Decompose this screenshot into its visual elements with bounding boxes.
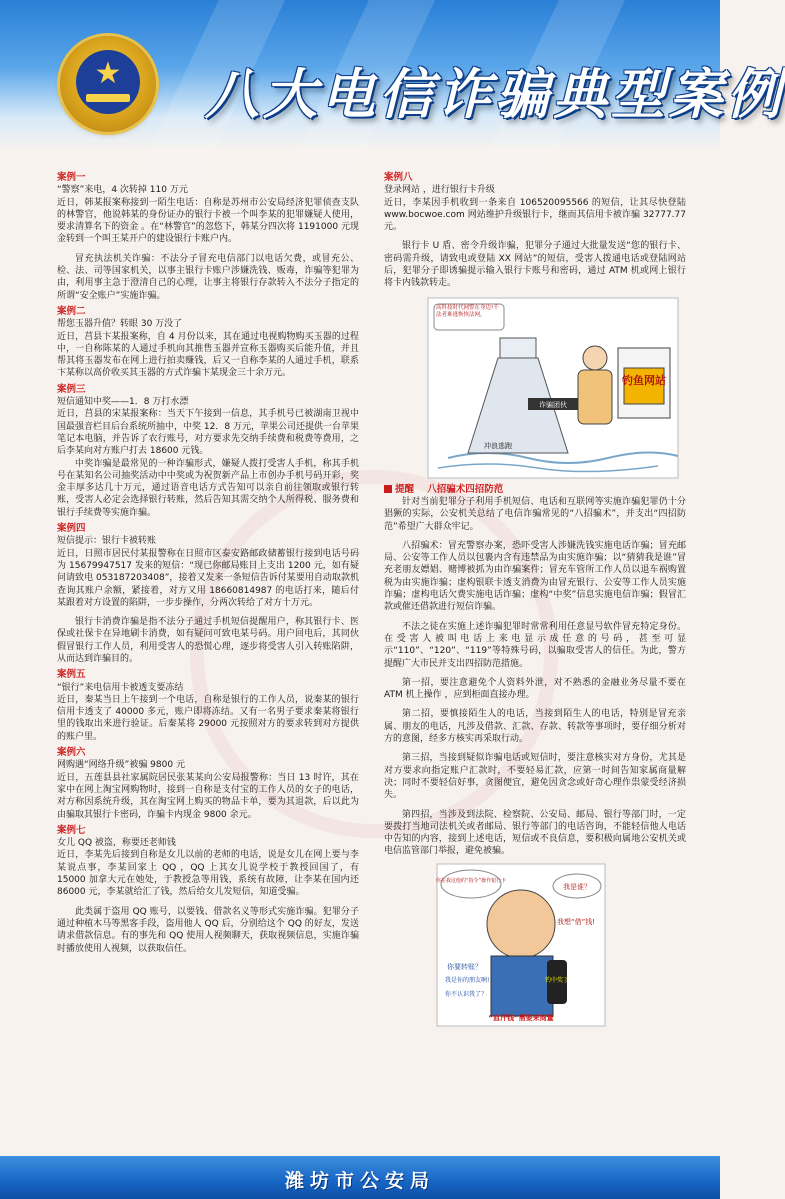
case-text: 中奖诈骗是最常见的一种诈骗形式，嫌疑人拨打受害人手机，称其手机号在某知名公司抽奖活动中中奖或为祝贺新产品上市创办手机号码开彩，奖金丰厚多达几十万元，通过语音电话方式告知可以亲自前往领取或银行转账，受害人必定会选择银行转账，然后告知其需交纳个人所得税、服务费和银行手续费等实施诈骗。	[57, 458, 359, 518]
case-headline: “银行”来电信用卡被透支要冻结	[57, 682, 184, 693]
sign-phishing-site: 钓鱼网站	[622, 373, 666, 387]
scam-bubble: “血汗钱”需要来商量	[488, 1013, 554, 1022]
case-label: 案例六	[57, 747, 86, 759]
case-headline: 帮您玉器升值？转眼 30 万没了	[57, 319, 183, 330]
scam-bubble: 我是谁？	[563, 882, 591, 891]
speech-bubble: 高科技时代网警在身边!不法者难逃恢恢法网。	[436, 304, 499, 318]
phone-label: 钓中奖了	[544, 976, 570, 984]
page-title: 八大电信诈骗典型案例	[205, 63, 785, 126]
scam-bubble: 你要转账？	[447, 962, 482, 971]
case-text: 近日，李某先后接到自称是女儿以前的老师的电话，说是女儿在网上要与李某说点事，李某回家上 QQ ，QQ 上其女儿说学校于教授回国了，有 15000 加拿大元在她处，于教授急等用钱，系统有故障，让李某在国内还 86000 元，李某就给汇了钱，然后给女儿发短信，知道受骗。	[57, 850, 359, 898]
footer-bar	[0, 1156, 720, 1199]
footer-agency-name: 潍坊市公安局	[284, 1170, 435, 1192]
scam-bubble: 我是你的朋友啊!	[445, 976, 490, 984]
case-headline: 网购遇“网络升级”被骗 9800 元	[57, 760, 185, 771]
case-text: 此类属于盗用 QQ 账号，以要钱、借款名义等形式实施诈骗。犯罪分子通过种植木马等黑客手段，盗用他人 QQ 后，分别给这个 QQ 的好友，发送请求借款信息。有的事先和 QQ 使用人视频聊天，获取视频信息，实施诈骗时播放使用人视频，以获取信任。	[57, 906, 359, 954]
alert-square-icon	[384, 485, 392, 493]
case-text: 近日，日照市居民付某报警称在日照市区泰安路邮政储蓄银行接到电话号码为 15679947517 发来的短信：“现已你邮局账目上支出 1200 元，如有疑问请致电 053187203408”，接着又发来一条短信告诉付某要用自动取款机查询其账户余额，紧接着，对方又用 18660814987 的电话打来，随后付某跟着对方设置的陷阱，一步步操作，分两次转给了对方十万元。	[57, 548, 359, 608]
alert-text: 针对当前犯罪分子利用手机短信、电话和互联网等实施诈骗犯罪仍十分猖獗的实际，公安机关总结了电信诈骗常见的“八招骗术”，并支出“四招防范”希望广大群众牢记。	[384, 496, 686, 532]
case-text: 近日，莒县卞某报案称，自 4 月份以来，其在通过电视购物购买玉器的过程中，一自称陈某的人通过手机向其推售玉器并宣称玉器购买后能升值，并且帮其将玉器发布在网上进行拍卖赚钱，后又一自称李某的人通过手机，联系卞某称以高价收买其玉器的方式诈骗卞某现金三十余万元。	[57, 331, 359, 379]
left-column	[57, 168, 359, 955]
phone-scam-illustration	[437, 864, 605, 1026]
phishing-illustration	[428, 298, 678, 478]
alert-text: 第一招，要注意避免个人资料外泄，对不熟悉的金融业务尽量不要在 ATM 机上操作 ，应到柜面直接办理。	[384, 677, 686, 701]
alert-text: 八招骗术：冒充警察办案，恐吓受害人涉嫌洗钱实施电话诈骗；冒充邮局、公安等工作人员以包裹内含有违禁品为由实施诈骗；以“猜猜我是谁”冒充老朋友嫖娼、赌博被抓为由诈骗案件；冒充车管所工作人员以退车祸购置税为由实施诈骗；虚构银联卡透支消费为由冒充银行、公安等工作人员实施诈骗；虚构电话欠费实施电话诈骗；虚构“中奖”信息实施电信诈骗；假冒汇款或催还借款进行短信诈骗。	[384, 540, 686, 613]
case-label: 案例七	[57, 824, 86, 836]
case-label: 案例四	[57, 523, 86, 535]
emblem-base	[86, 94, 130, 102]
case-headline: “警察”来电，4 次转掉 110 万元	[57, 185, 188, 196]
case-headline: 短信通知中奖——1．8 万打水漂	[57, 397, 189, 408]
scam-bubble: 我想“借”钱!	[557, 917, 596, 926]
case-text: 近日，韩某报案称接到一陌生电话：自称是苏州市公安局经济犯罪侦查支队的林警官，他说韩某的身份证办的银行卡被一个叫李某的犯罪嫌疑人使用，要求清算名下的资金 。在“林警官”的忽悠下，韩某分四次将 1191000 元现金转到一个叫王某开户的建设银行卡账户内。	[57, 197, 359, 245]
alert-text: 第四招，当涉及到法院、检察院、公安局、邮局、银行等部门时，一定要拨打当地司法机关或者邮局、银行等部门的电话咨询，不能轻信他人电话中告知的内容，接到上述电话，短信或不良信息，要积极向属地公安机关或电信监管部门举报，避免被骗。	[384, 809, 686, 857]
alert-text: 不法之徒在实施上述诈骗犯罪时常常利用任意显号软件冒充特定身份。在受害人被叫电话上来电显示成任意的号码，甚至可显示“110”、“120”、“119”等特殊号码，以骗取受害人的信任。为此，警方提醒广大市民并支出四招防范措施。	[384, 621, 686, 669]
emblem-inner	[76, 50, 140, 114]
case-text: 冒充执法机关诈骗：不法分子冒充电信部门以电话欠费，或冒充公、检、法、司等国家机关，以事主银行卡账户涉嫌洗钱、贩毒，诈骗等犯罪为由，利用事主急于澄清自己的心理，让事主将银行存款转入不法分子指定的所谓“安全账户”实施诈骗。	[57, 253, 359, 301]
case-label: 案例五	[57, 669, 86, 681]
case-headline: 女儿 QQ 被盗，称要还老师钱	[57, 838, 176, 849]
right-column	[384, 168, 686, 1032]
police-emblem-icon	[60, 36, 156, 132]
phone-scam-illustration-svg	[437, 864, 605, 1026]
alert-text: 第三招，当接到疑似诈骗电话或短信时，要注意核实对方身份，尤其是对方要求向指定账户汇款时，不要轻易汇款，应第一时间告知家属商量解决；同时不要轻信好事，贪图便宜，避免因贪念或好奇心理作祟蒙受经济损失。	[384, 753, 686, 801]
phishing-illustration-svg	[428, 298, 678, 478]
scam-bubble: 你在我这他的“指令”操作银行卡	[435, 877, 507, 884]
star-icon: ★	[94, 56, 122, 91]
scam-bubble: 你不认识我了？	[445, 990, 488, 998]
case-text: 银行卡消费诈骗是指不法分子通过手机短信提醒用户，称其银行卡、医保或社保卡在异地刷卡消费，如有疑问可致电某号码。用户回电后，其同伙假冒银行工作人员，利用受害人的恐慌心理，逐步将受害人引入转账陷阱，从而达到诈骗目的。	[57, 617, 359, 664]
case-label: 案例一	[57, 172, 86, 183]
case-text: 银行卡 U 盾、密令升级诈骗，犯罪分子通过大批量发送“您的银行卡、密码需升级，请致电或登陆 XX 网站”的短信，受害人拨通电话或登陆网站后，犯罪分子即诱骗提示输入银行卡账号和密码，通过 ATM 机或网上银行将卡内钱款转走。	[384, 241, 686, 289]
case-text: 近日，秦某当日上午接到一个电话，自称是银行的工作人员，说秦某的银行信用卡透支了 40000 多元，账户即将冻结。又有一名男子要求秦某将银行里的钱取出来进行验证。后秦某将 29000 元按照对方的要求转到对方提供的账户里。	[57, 694, 359, 742]
alert-heading: 提醒 八招骗术四招防范	[384, 484, 686, 496]
case-headline: 登录网站 ，进行银行卡升级	[384, 185, 495, 196]
case-label: 案例三	[57, 383, 86, 395]
case-label: 案例八	[384, 172, 413, 183]
case-label: 案例二	[57, 305, 86, 317]
header-banner	[0, 0, 785, 150]
sign-fraud-gang: 诈骗团伙	[539, 400, 567, 409]
boat-label: 冲浪逃跑	[484, 441, 512, 450]
case-text: 近日，莒县的宋某报案称：当天下午接到一信息，其手机号已被湖南卫视中国最强音栏目后台系统所抽中，中奖 12．8 万元，苹果公司还提供一台苹果笔记本电脑，并告诉了农行账号，对方要求先交纳手续费和税费等费用，之后李某向对方账户打去 18600 元钱。	[57, 409, 359, 457]
case-text: 近日，五莲县县社家属院居民张某某向公安局报警称：当日 13 时许，其在家中在网上淘宝网购物时，接到一自称是支付宝的工作人员的女子的电话，对方称因系统升级，其在淘宝网上购买的物品卡单，要为其退款，后以此为由骗取其银行卡密码，诈骗卡内现金 9800 余元。	[57, 772, 359, 820]
case-text: 近日，李某因手机收到一条来自 106520095566 的短信，让其尽快登陆 www.bocwoe.com 网站维护升级银行卡，继而其信用卡被诈骗 32777.77 元。	[384, 197, 686, 233]
alert-text: 第二招，要慎接陌生人的电话，当接到陌生人的电话，特别是冒充亲属、朋友的电话，凡涉及借款、汇款、存款、转款等事项时，要仔细分析对方的意图，经多方核实再采取行动。	[384, 709, 686, 745]
case-headline: 短信提示：银行卡被转账	[57, 536, 157, 547]
